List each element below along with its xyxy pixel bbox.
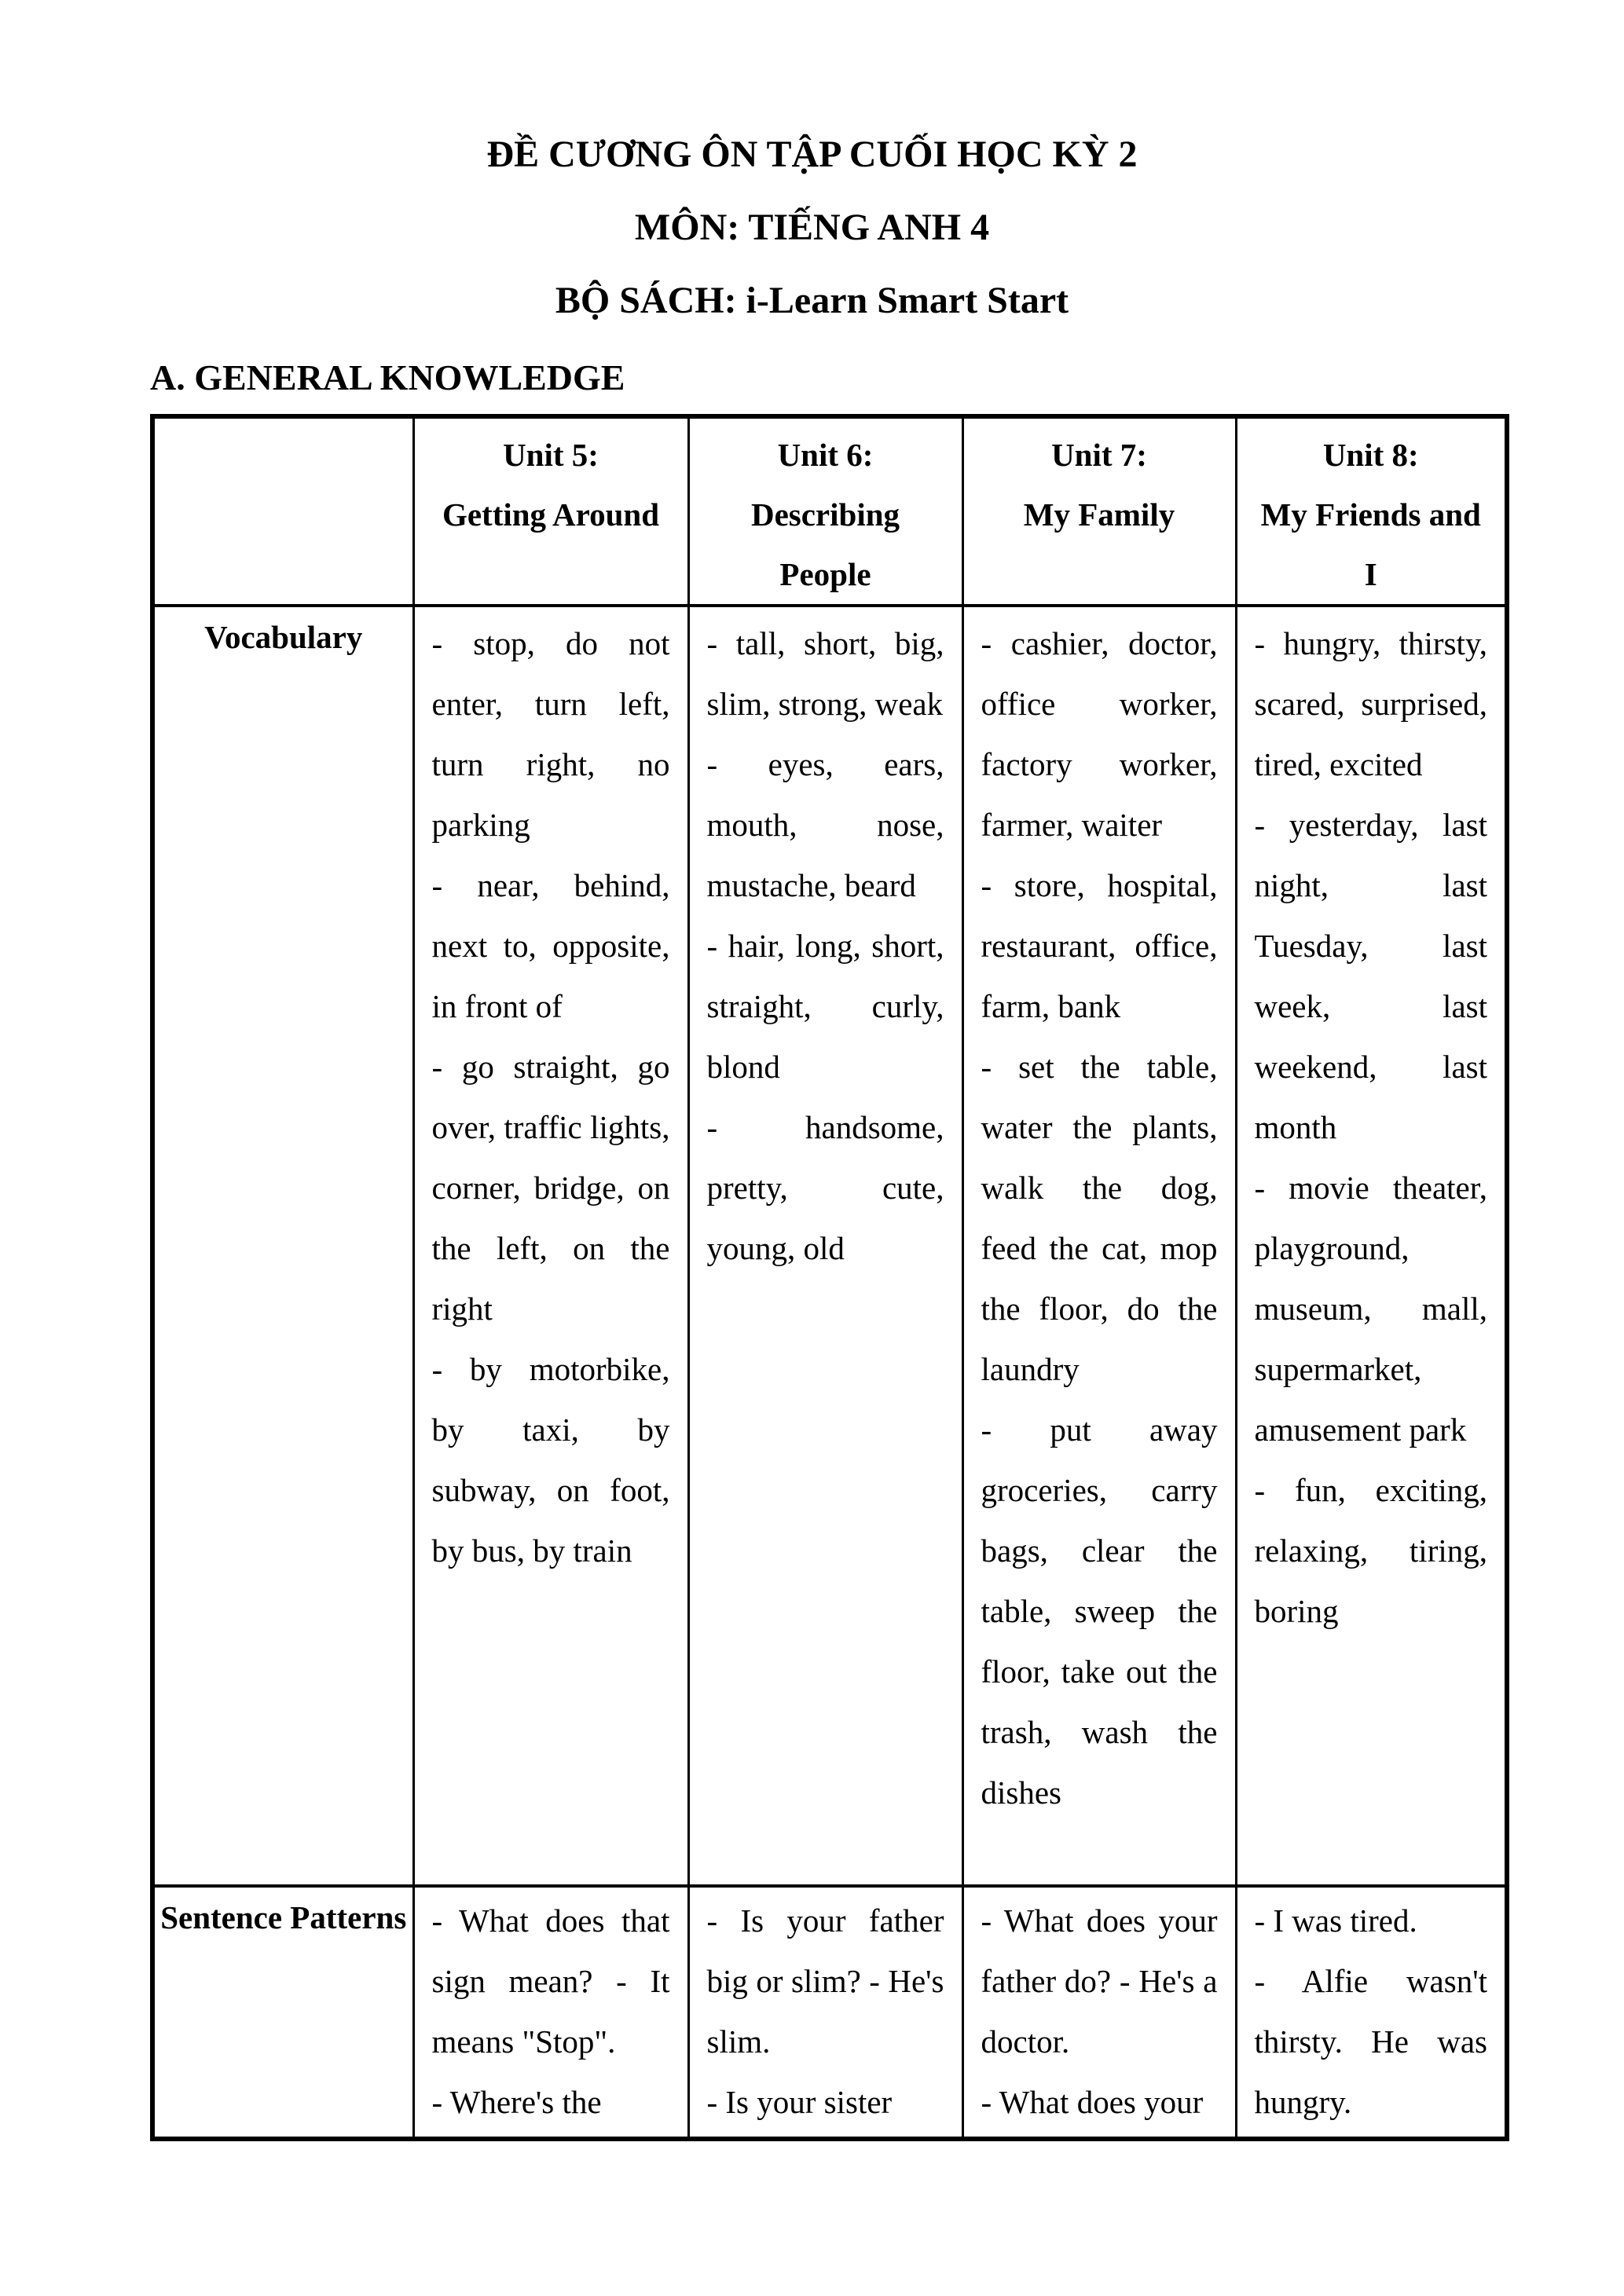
sentence-item: - What does your father do? - He's a doctor. bbox=[981, 1902, 1218, 2060]
unit8-title: Unit 8: bbox=[1322, 437, 1419, 473]
unit5-subtitle: Getting Around bbox=[442, 496, 660, 533]
vocabulary-cell-unit7 bbox=[962, 606, 1236, 1886]
sentence-item: - What does your bbox=[981, 2084, 1204, 2120]
sentence-item: - Is your sister bbox=[706, 2084, 893, 2120]
vocab-item: - stop, do not enter, turn left, turn right, no parking bbox=[431, 625, 670, 843]
row-label-vocabulary: Vocabulary bbox=[152, 606, 413, 1886]
document-title-line-2: MÔN: TIẾNG ANH 4 bbox=[634, 207, 990, 248]
vocab-item: - store, hospital, restaurant, office, farm, bank bbox=[981, 867, 1218, 1024]
sentence-item: - What does that sign mean? - It means "Stop". bbox=[431, 1902, 670, 2060]
unit5-title: Unit 5: bbox=[503, 437, 599, 473]
vocabulary-row bbox=[152, 606, 1507, 1886]
vocab-item: - fun, exciting, relaxing, tiring, boring bbox=[1254, 1472, 1487, 1629]
vocab-item: - tall, short, big, slim, strong, weak bbox=[706, 625, 944, 722]
vocab-item: - put away groceries, carry bags, clear the table, sweep the floor, take out the trash, wash the dishes bbox=[981, 1412, 1218, 1811]
vocab-item: - hungry, thirsty, scared, surprised, tired, excited bbox=[1254, 625, 1487, 782]
table-header-row bbox=[152, 416, 1507, 606]
sentence-item: - Is your father big or slim? - He's slim. bbox=[706, 1902, 944, 2060]
vocab-item: - cashier, doctor, office worker, factory worker, farmer, waiter bbox=[981, 625, 1218, 843]
sentence-item: - Where's the bbox=[431, 2084, 602, 2120]
vocab-item: - eyes, ears, mouth, nose, mustache, beard bbox=[706, 746, 944, 903]
sentence-cell-unit6 bbox=[688, 1886, 962, 2139]
document-title-block bbox=[0, 0, 1624, 337]
section-heading: A. GENERAL KNOWLEDGE bbox=[150, 357, 625, 397]
sentence-cell-unit5 bbox=[413, 1886, 688, 2139]
sentence-item: - Alfie wasn't thirsty. He was hungry. bbox=[1254, 1963, 1487, 2120]
vocab-item: - set the table, water the plants, walk the dog, feed the cat, mop the floor, do the laundry bbox=[981, 1049, 1218, 1387]
vocab-item: - yesterday, last night, last Tuesday, last week, last weekend, last month bbox=[1254, 807, 1487, 1145]
corner-cell bbox=[152, 416, 413, 606]
row-label-sentence-patterns: Sentence Patterns bbox=[152, 1886, 413, 2139]
document-title-line-1: ĐỀ CƯƠNG ÔN TẬP CUỐI HỌC KỲ 2 bbox=[486, 134, 1138, 175]
sentence-cell-unit8 bbox=[1236, 1886, 1507, 2139]
vocab-item: - near, behind, next to, opposite, in front of bbox=[431, 867, 670, 1024]
column-header-unit6 bbox=[688, 416, 962, 606]
unit8-subtitle: My Friends and I bbox=[1260, 496, 1481, 592]
sentence-patterns-row bbox=[152, 1886, 1507, 2139]
vocab-item: - movie theater, playground, museum, mall, supermarket, amusement park bbox=[1254, 1170, 1487, 1448]
vocab-item: - go straight, go over, traffic lights, corner, bridge, on the left, on the right bbox=[431, 1049, 670, 1327]
unit7-subtitle: My Family bbox=[1023, 496, 1175, 533]
vocab-item: - hair, long, short, straight, curly, blond bbox=[706, 928, 944, 1085]
general-knowledge-table bbox=[150, 414, 1509, 2141]
column-header-unit7 bbox=[962, 416, 1236, 606]
unit7-title: Unit 7: bbox=[1051, 437, 1147, 473]
vocabulary-cell-unit5 bbox=[413, 606, 688, 1886]
unit6-subtitle: Describing People bbox=[750, 496, 900, 592]
vocabulary-cell-unit6 bbox=[688, 606, 962, 1886]
vocabulary-cell-unit8 bbox=[1236, 606, 1507, 1886]
column-header-unit8 bbox=[1236, 416, 1507, 606]
sentence-item: - I was tired. bbox=[1254, 1902, 1417, 1939]
unit6-title: Unit 6: bbox=[777, 437, 874, 473]
vocab-item: - handsome, pretty, cute, young, old bbox=[706, 1109, 944, 1266]
document-title-line-3: BỘ SÁCH: i-Learn Smart Start bbox=[555, 280, 1069, 321]
vocab-item: - by motorbike, by taxi, by subway, on foot, by bus, by train bbox=[431, 1351, 670, 1569]
column-header-unit5 bbox=[413, 416, 688, 606]
sentence-cell-unit7 bbox=[962, 1886, 1236, 2139]
